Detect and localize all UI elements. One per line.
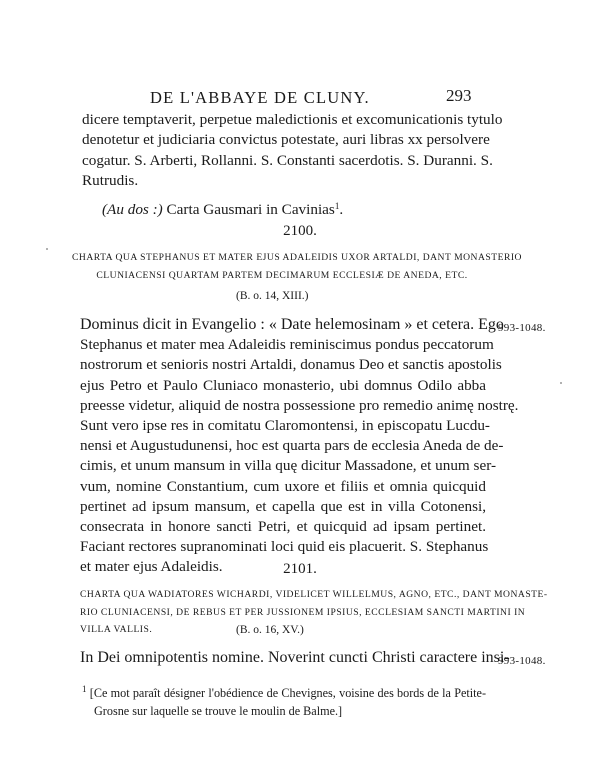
charter-2100-reference: (B. o. 14, XIII.) xyxy=(236,290,309,302)
text-line: dicere temptaverit, perpetue maledictionis et excomunicationis tytulo xyxy=(82,111,503,128)
rubric-line: CHARTA QUA WADIATORES WICHARDI, VIDELICET WILLELMUS, AGNO, ETC., DANT MONASTE- xyxy=(80,589,548,600)
charter-number-2100: 2100. xyxy=(283,223,317,239)
footnote-line xyxy=(82,681,486,703)
endorsement-label: (Au dos :) xyxy=(102,200,163,218)
continuation-paragraph xyxy=(82,110,503,220)
text-line: cogatur. S. Arberti, Rollanni. S. Constanti sacerdotis. S. Duranni. S. xyxy=(82,151,493,169)
charter-2100-rubric xyxy=(72,249,522,285)
footnote-line: Grosne sur laquelle se trouve le moulin de Balme.] xyxy=(94,703,343,718)
text-line: In Dei omnipotentis nomine. Noverint cuncti Christi caractere insi- xyxy=(80,649,510,666)
text-line: nostrorum et senioris nostri Artaldi, donamus Deo et sanctis apostolis xyxy=(80,356,502,374)
charter-number-2101: 2101. xyxy=(283,561,317,577)
charter-2101-text xyxy=(80,648,510,668)
text-line: ejus Petro et Paulo Cluniaco monasterio, ubi domnus Odilo abba xyxy=(80,376,486,394)
scan-speck xyxy=(560,382,562,384)
rubric-line: CLUNIACENSI QUARTAM PARTEM DECIMARUM ECCLESIÆ DE ANEDA, ETC. xyxy=(96,270,468,281)
page-number: 293 xyxy=(446,86,472,105)
endorsement-line xyxy=(82,196,484,220)
charter-2101-date: 993-1048. xyxy=(498,655,546,667)
text-line: denotetur et judiciaria convictus potestate, auri libras xx persolvere xyxy=(82,131,490,149)
text-line: et mater ejus Adaleidis. xyxy=(80,558,223,576)
text-line: Rutrudis. xyxy=(82,172,139,190)
rubric-line: VILLA VALLIS. xyxy=(80,624,153,635)
footnote-mark: 1 xyxy=(82,684,87,694)
text-line: Stephanus et mater mea Adaleidis reminiscimus pondus peccatorum xyxy=(80,336,494,354)
text-line: nensi et Augustudunensi, hoc est quarta pars de ecclesia Aneda de de- xyxy=(80,437,504,455)
footnote xyxy=(82,681,486,720)
text-line: consecrata in honore sancti Petri, et quicquid ad ipsam pertinet. xyxy=(80,518,486,536)
endorsement-end: . xyxy=(339,200,344,218)
rubric-line: RIO CLUNIACENSI, DE REBUS ET PER JUSSIONEM IPSIUS, ECCLESIAM SANCTI MARTINI IN xyxy=(80,606,526,618)
text-line: Dominus dicit in Evangelio : « Date helemosinam » et cetera. Ego xyxy=(80,316,504,333)
text-line: preesse videtur, aliquid de nostra possessione pro remedio animę nostrę. xyxy=(80,396,519,414)
footnote-text: [Ce mot paraît désigner l'obédience de Chevignes, voisine des bords de la Petite- xyxy=(89,686,487,700)
charter-2100-text xyxy=(80,315,519,578)
text-line: Sunt vero ipse res in comitatu Claromontensi, in episcopatu Lucdu- xyxy=(80,417,490,435)
charter-2100-date: 993-1048. xyxy=(498,322,546,334)
footnote-mark: 1 xyxy=(334,200,340,211)
endorsement-text: Carta Gausmari in Cavinias xyxy=(166,200,335,218)
text-line: pertinet ad ipsum mansum, et capella que est in villa Cotonensi, xyxy=(80,497,486,515)
running-title: DE L'ABBAYE DE CLUNY. xyxy=(150,88,370,107)
text-line: cimis, et unum mansum in villa quę dicitur Massadone, et unum ser- xyxy=(80,457,497,475)
rubric-line: CHARTA QUA STEPHANUS ET MATER EJUS ADALEIDIS UXOR ARTALDI, DANT MONASTERIO xyxy=(72,252,522,263)
text-line: Faciant rectores supranominati loci quid eis placuerit. S. Stephanus xyxy=(80,538,489,556)
charter-2101-reference: (B. o. 16, XV.) xyxy=(236,624,304,636)
scan-speck xyxy=(46,248,48,250)
text-line: vum, nomine Constantium, cum uxore et filiis et omnia quicquid xyxy=(80,477,486,495)
